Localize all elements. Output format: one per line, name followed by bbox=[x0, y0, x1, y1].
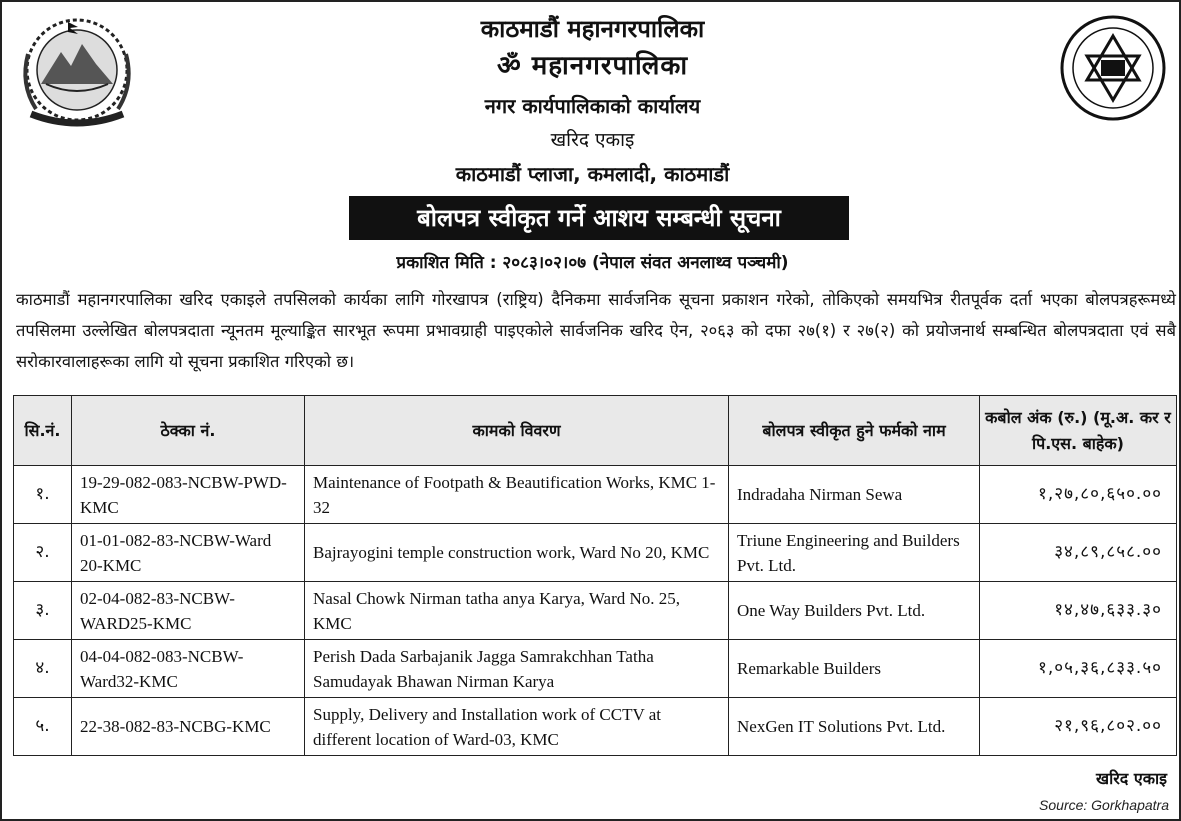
table-row bbox=[14, 582, 1177, 640]
notice-body: काठमाडौं महानगरपालिका खरिद एकाइले तपसिलको कार्यका लागि गोरखापत्र (राष्ट्रिय) दैनिकमा सार्वजनिक सूचना प्रकाशन गरेको, तोकिएको समयभित्र रीतपूर्वक दर्ता भएका बोलपत्रहरूमध्ये तपसिलमा उल्लेखित बोलपत्रदाता न्यूनतम मूल्याङ्कित सारभूत रूपमा प्रभावग्राही पाइएकोले सार्वजनिक खरिद ऐन, २०६३ को दफा २७(१) र २७(२) को प्रयोजनार्थ सम्बन्धित बोलपत्रदाता एवं सबै सरोकारवालाहरूका लागि यो सूचना प्रकाशित गरिएको छ। bbox=[16, 290, 1176, 371]
row-contract-no: 04-04-082-083-NCBW-Ward32-KMC bbox=[72, 640, 305, 698]
row-bid-amount: १,०५,३६,८३३.५० bbox=[980, 640, 1177, 698]
municipality-name: काठमाडौं महानगरपालिका bbox=[480, 15, 705, 43]
notice-title: बोलपत्र स्वीकृत गर्ने आशय सम्बन्धी सूचना bbox=[349, 196, 849, 240]
row-firm-name: NexGen IT Solutions Pvt. Ltd. bbox=[729, 698, 980, 756]
row-work-description: Maintenance of Footpath & Beautification Works, KMC 1-32 bbox=[305, 466, 729, 524]
unit-name: खरिद एकाइ bbox=[550, 129, 635, 151]
header-bid-amount: कबोल अंक (रु.) (मू.अ. कर र पि.एस. बाहेक) bbox=[980, 396, 1177, 466]
table-row bbox=[14, 698, 1177, 756]
row-bid-amount: १,२७,८०,६५०.०० bbox=[980, 466, 1177, 524]
header-work-description: कामको विवरण bbox=[305, 396, 729, 466]
office-address: काठमाडौं प्लाजा, कमलादी, काठमाडौं bbox=[455, 162, 730, 186]
issuer-signature: खरिद एकाइ bbox=[1096, 769, 1167, 788]
row-bid-amount: २१,९६,८०२.०० bbox=[980, 698, 1177, 756]
row-contract-no: 02-04-082-83-NCBW-WARD25-KMC bbox=[72, 582, 305, 640]
row-serial: २. bbox=[14, 524, 72, 582]
row-work-description: Supply, Delivery and Installation work of CCTV at different location of Ward-03, KMC bbox=[305, 698, 729, 756]
row-contract-no: 01-01-082-83-NCBW-Ward 20-KMC bbox=[72, 524, 305, 582]
row-firm-name: One Way Builders Pvt. Ltd. bbox=[729, 582, 980, 640]
row-bid-amount: ३४,८९,८५८.०० bbox=[980, 524, 1177, 582]
table-row bbox=[14, 640, 1177, 698]
row-work-description: Perish Dada Sarbajanik Jagga Samrakchhan Tatha Samudayak Bhawan Nirman Karya bbox=[305, 640, 729, 698]
source-credit: Source: Gorkhapatra bbox=[1039, 797, 1169, 813]
row-firm-name: Remarkable Builders bbox=[729, 640, 980, 698]
municipality-name-newari: ॐ महानगरपालिका bbox=[496, 51, 689, 81]
row-serial: ५. bbox=[14, 698, 72, 756]
row-firm-name: Triune Engineering and Builders Pvt. Ltd. bbox=[729, 524, 980, 582]
table-row bbox=[14, 524, 1177, 582]
office-name: नगर कार्यपालिकाको कार्यालय bbox=[484, 94, 701, 118]
row-serial: ३. bbox=[14, 582, 72, 640]
row-bid-amount: १४,४७,६३३.३० bbox=[980, 582, 1177, 640]
row-contract-no: 19-29-082-083-NCBW-PWD-KMC bbox=[72, 466, 305, 524]
row-contract-no: 22-38-082-83-NCBG-KMC bbox=[72, 698, 305, 756]
table-row bbox=[14, 466, 1177, 524]
row-work-description: Nasal Chowk Nirman tatha anya Karya, Ward No. 25, KMC bbox=[305, 582, 729, 640]
header-serial: सि.नं. bbox=[14, 396, 72, 466]
publication-date: प्रकाशित मिति : २०८३।०२।०७ (नेपाल संवत अनलाथ्व पञ्चमी) bbox=[396, 253, 789, 273]
row-firm-name: Indradaha Nirman Sewa bbox=[729, 466, 980, 524]
header-firm-name: बोलपत्र स्वीकृत हुने फर्मको नाम bbox=[729, 396, 980, 466]
row-serial: ४. bbox=[14, 640, 72, 698]
header-contract-no: ठेक्का नं. bbox=[72, 396, 305, 466]
row-serial: १. bbox=[14, 466, 72, 524]
contracts-table bbox=[13, 395, 1177, 756]
row-work-description: Bajrayogini temple construction work, Ward No 20, KMC bbox=[305, 524, 729, 582]
table-header-row bbox=[14, 396, 1177, 466]
